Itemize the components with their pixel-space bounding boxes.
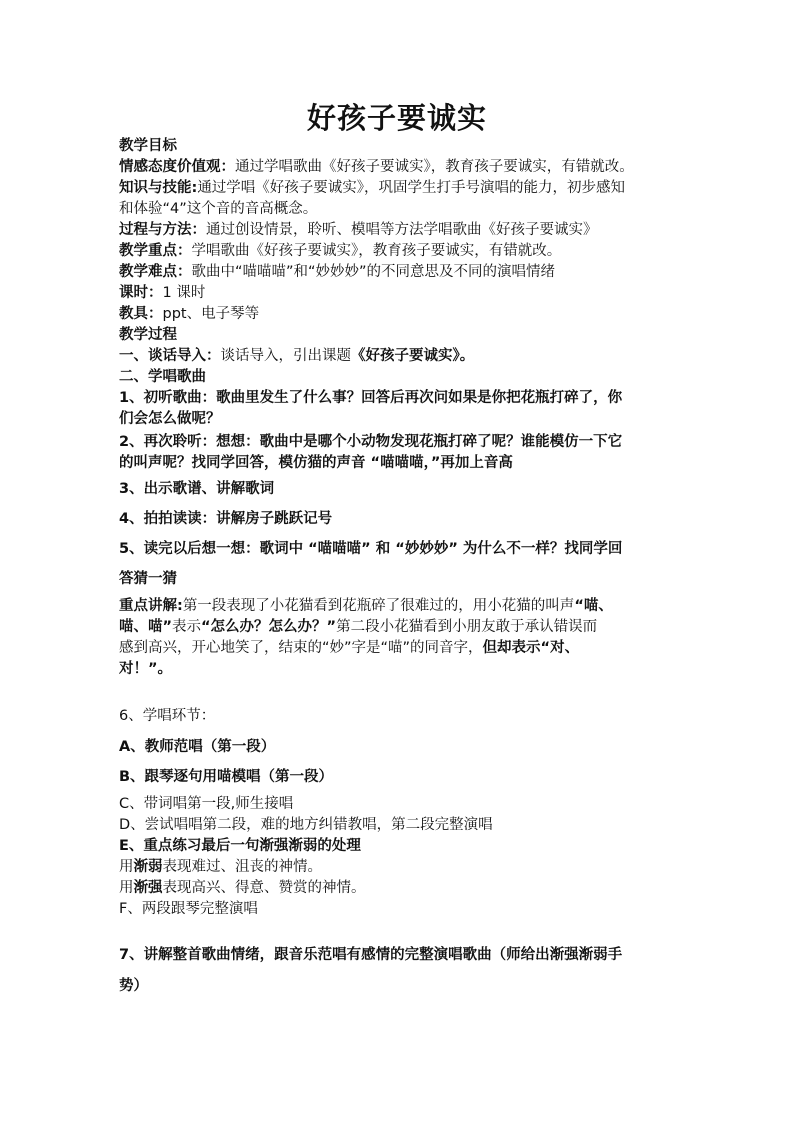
difficulty	[119, 262, 689, 282]
difficulty-label: 教学难点：	[119, 264, 192, 280]
item-d: D、尝试唱唱第二段，难的地方纠错教唱，第二段完整演唱	[119, 817, 493, 833]
section-learn-song: 二、学唱歌曲	[119, 369, 206, 385]
key-point	[119, 241, 689, 261]
section-intro-text: 谈话导入，引出课题	[220, 348, 351, 364]
explanation-line-3	[119, 638, 689, 658]
item-e-fade-bold: 渐弱	[133, 859, 163, 875]
goal-process	[119, 220, 689, 240]
step-2-line-2: 的叫声呢？找同学回答，模仿猫的声音 “喵喵喵，”再加上音高	[119, 455, 513, 471]
step-7-line-1: 7、讲解整首歌曲情绪，跟音乐范唱有感情的完整演唱歌曲（师给出渐强渐弱手	[119, 947, 623, 963]
item-e: E、重点练习最后一句渐强渐弱的处理	[119, 838, 361, 854]
section-intro-label: 一、谈话导入：	[119, 348, 221, 364]
step-4: 4、拍拍读读：讲解房子跳跃记号	[119, 511, 333, 527]
goal-affect-label: 情感态度价值观：	[119, 159, 235, 175]
item-e-fade-pre: 用	[119, 859, 134, 875]
explanation-bold-1: “喵、	[574, 598, 613, 614]
explanation-text-1: 第一段表现了小花猫看到花瓶碎了很难过的，用小花猫的叫声	[182, 598, 575, 614]
goal-affect	[119, 157, 689, 177]
goal-affect-text: 通过学唱歌曲《好孩子要诚实》，教育孩子要诚实，有错就改。	[235, 159, 634, 175]
step-1-line-1: 1、初听歌曲：歌曲里发生了什么事？回答后再次问如果是你把花瓶打碎了，你	[119, 390, 623, 406]
item-c: C、带词唱第一段,师生接唱	[119, 796, 294, 812]
step-5-line-1: 5、读完以后想一想：歌词中 “喵喵喵” 和 “妙妙妙” 为什么不一样？找同学回	[119, 541, 623, 557]
explanation-text-3: 第二段小花猫看到小朋友敢于承认错误而	[336, 619, 598, 635]
explanation-bold-4: 但却表示“对、	[482, 640, 580, 656]
step-1-line-2: 们会怎么做呢？	[119, 411, 221, 427]
item-e-fade	[119, 857, 689, 877]
heading-teaching-goals: 教学目标	[119, 138, 177, 154]
section-intro	[119, 346, 689, 366]
difficulty-text: 歌曲中“喵喵喵”和“妙妙妙”的不同意思及不同的演唱情绪	[191, 264, 556, 280]
goal-process-text: 通过创设情景，聆听、模唱等方法学唱歌曲《好孩子要诚实》	[206, 222, 598, 238]
teaching-tools-label: 教具：	[119, 306, 163, 322]
item-e-grow	[119, 878, 689, 898]
step-2-line-1: 2、再次聆听：想想：歌曲中是哪个小动物发现花瓶打碎了呢？谁能模仿一下它	[119, 434, 623, 450]
explanation-line-1	[119, 596, 689, 616]
key-point-text: 学唱歌曲《好孩子要诚实》，教育孩子要诚实，有错就改。	[191, 243, 562, 259]
document-title: 好孩子要诚实	[306, 101, 487, 135]
explanation-label: 重点讲解:	[119, 598, 183, 614]
explanation-bold-3: “怎么办？怎么办？”	[201, 619, 337, 635]
item-a: A、教师范唱（第一段）	[119, 739, 276, 755]
item-e-fade-text: 表现难过、沮丧的神情。	[162, 859, 322, 875]
item-e-grow-text: 表现高兴、得意、赞赏的神情。	[162, 880, 366, 896]
step-6: 6、学唱环节：	[119, 708, 216, 724]
key-point-label: 教学重点：	[119, 243, 192, 259]
explanation-line-2	[119, 617, 689, 637]
step-5-line-2: 答猜一猜	[119, 571, 177, 587]
class-hours-text: 1 课时	[162, 285, 206, 301]
step-3: 3、出示歌谱、讲解歌词	[119, 481, 275, 497]
goal-knowledge	[119, 178, 689, 198]
explanation-line-4: 对！”。	[119, 661, 173, 677]
section-intro-song: 《好孩子要诚实》。	[351, 348, 475, 364]
step-7-line-2: 势）	[119, 978, 148, 994]
explanation-text-2: 表示	[172, 619, 202, 635]
goal-knowledge-cont: 和体验“4”这个音的音高概念。	[119, 201, 318, 217]
explanation-bold-2: 喵、喵”	[119, 619, 173, 635]
goal-knowledge-text: 通过学唱《好孩子要诚实》，巩固学生打手号演唱的能力，初步感知	[197, 180, 626, 196]
class-hours	[119, 283, 689, 303]
teaching-tools-text: ppt、电子琴等	[162, 306, 260, 322]
goal-knowledge-label: 知识与技能:	[119, 180, 198, 196]
goal-process-label: 过程与方法：	[119, 222, 206, 238]
item-e-grow-bold: 渐强	[133, 880, 163, 896]
item-e-grow-pre: 用	[119, 880, 134, 896]
item-f: F、两段跟琴完整演唱	[119, 901, 258, 917]
heading-teaching-process: 教学过程	[119, 327, 177, 343]
class-hours-label: 课时：	[119, 285, 163, 301]
explanation-text-4: 感到高兴，开心地笑了，结束的“妙”字是“喵”的同音字，	[119, 640, 483, 656]
teaching-tools	[119, 304, 689, 324]
item-b: B、跟琴逐句用喵模唱（第一段）	[119, 769, 334, 785]
